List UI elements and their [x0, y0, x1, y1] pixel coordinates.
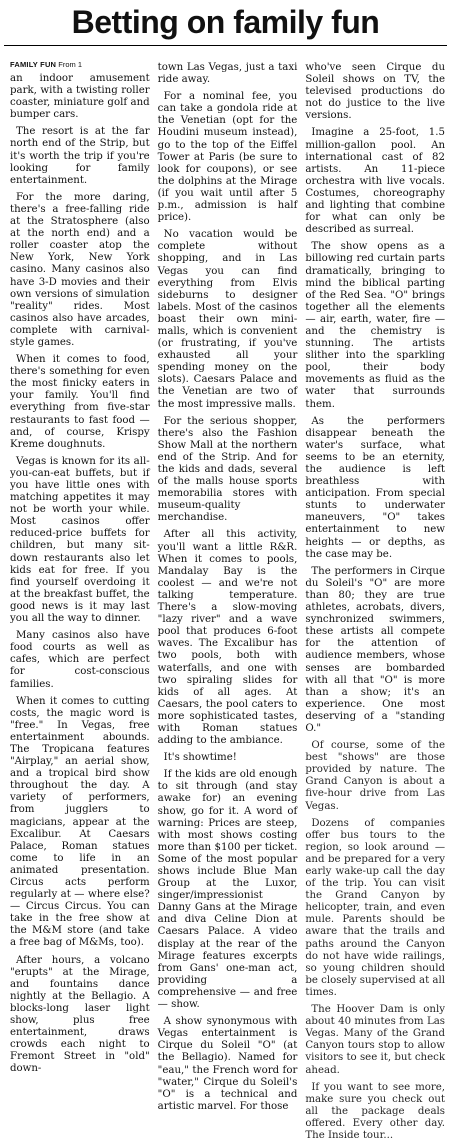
- headline: Betting on family fun: [71, 4, 380, 40]
- column-2: [157, 62, 298, 1112]
- jump-from: From 1: [58, 60, 83, 69]
- paragraph: After all this activity, you'll want a little R&R. When it comes to pools, Mandalay Bay is the coolest — and we're not talking temperature. There's a slow-moving "lazy river" and a wave pool that produces 6-foot waves. The Excalibur has two pools, both with waterfalls, and one with two spiraling slides for kids of all ages. At Caesars, the pool caters to more sophisticated tastes, with Roman statues adding to the ambiance.: [157, 529, 298, 747]
- article-body: [10, 60, 446, 1141]
- jump-section: FAMILY FUN: [10, 60, 57, 69]
- paragraph: A show synonymous with Vegas entertainment is Cirque du Soleil "O" (at the Bellagio). Named for "eau," the French word for "water," Cirque du Soleil's "O" is a technical and artistic marvel. For those: [157, 1016, 298, 1112]
- paragraph: The resort is at the far north end of the Strip, but it's worth the trip if you're looking for family entertainment.: [10, 126, 150, 186]
- paragraph: Dozens of companies offer bus tours to the region, so look around — and be prepared for a very early wake-up call the day of the trip. You can visit the Grand Canyon by helicopter, train, and even mule. Parents should be aware that the trails and paths around the Canyon do not have wide railings, so young children should be closely supervised at all times.: [305, 817, 446, 998]
- paragraph: The show opens as a billowing red curtain parts dramatically, bringing to mind the biblical parting of the Red Sea. "O" brings together all the elements — air, earth, water, fire — and the chemistry is stunning. The artists slither into the sparkling pool, their body movements as fluid as the water that surrounds them.: [305, 241, 446, 410]
- paragraph: No vacation would be complete without shopping, and in Las Vegas you can find everything from Elvis sideburns to designer labels. Most of the casinos boast their own mini-malls, which is convenient (or frustrating, if you've exhausted all your spending money on the slots). Caesars Palace and the Venetian are two of the most impressive malls.: [157, 229, 298, 410]
- paragraph: After hours, a volcano "erupts" at the Mirage, and fountains dance nightly at the Bellagio. A blocks-long laser light show, plus free entertainment, draws crowds each night to Fremont Street in "old" down-: [10, 954, 150, 1075]
- paragraph: Many casinos also have food courts as well as cafes, which are perfect for cost-conscious families.: [10, 630, 150, 690]
- paragraph: Imagine a 25-foot, 1.5 million-gallon pool. An international cast of 82 artists. An 11-piece orchestra with live vocals. Costumes, choreography and lighting that combine for what can only be described as surreal.: [305, 127, 446, 236]
- paragraph: It's showtime!: [163, 752, 237, 764]
- paragraph: an indoor amusement park, with a twisting roller coaster, miniature golf and bumper cars.: [10, 73, 150, 121]
- column-3: [305, 62, 446, 1141]
- paragraph: Vegas is known for its all-you-can-eat buffets, but if you have little ones with matching appetites it may not be worth your while. Most casinos offer reduced-price buffets for children, but many sit-down restaurants also let kids eat for free. If you find yourself overdoing it at the breakfast buffet, the good news is it may last you all the way to dinner.: [10, 455, 150, 625]
- paragraph: If the kids are old enough to sit through (and stay awake for) an evening show, go for it. A word of warning: Prices are steep, with most shows costing more than $100 per ticket. Some of the most popular shows include Blue Man Group at the Luxor, singer/impressionist Danny Gans at the Mirage and diva Celine Dion at Caesars Palace. A video display at the rear of the Mirage features excerpts from Gans' one-man act, providing a comprehensive — and free — show.: [157, 769, 298, 1011]
- jump-line: [10, 60, 150, 70]
- column-1: [10, 60, 150, 1075]
- paragraph: When it comes to food, there's something for even the most finicky eaters in your family. You'll find everything from five-star restaurants to fast food — and, of course, Krispy Kreme doughnuts.: [10, 354, 150, 450]
- paragraph: The Hoover Dam is only about 40 minutes from Las Vegas. Many of the Grand Canyon tours stop to allow visitors to see it, but check ahead.: [305, 1004, 446, 1076]
- paragraph: When it comes to cutting costs, the magic word is "free." In Vegas, free entertainment abounds. The Tropicana features "Airplay," an aerial show, and a tropical bird show throughout the day. A variety of performers, from jugglers to magicians, appear at the Excalibur. At Caesars Palace, Roman statues come to life in an animated presentation. Circus acts perform regularly at — where else? — Circus Circus. You can take in the free show at the M&M store (and take a free bag of M&Ms, too).: [10, 695, 150, 949]
- paragraph: If you want to see more, make sure you check out all the package deals offered. Every other day. The Inside tour...: [305, 1081, 446, 1141]
- headline-rule: [4, 45, 447, 46]
- paragraph: town Las Vegas, just a taxi ride away.: [157, 62, 298, 86]
- paragraph: For the more daring, there's a free-falling ride at the Stratosphere (also at the north end) and a roller coaster atop the New York, New York casino. Many casinos also have 3-D movies and their own versions of simulation "reality" rides. Most casinos also have arcades, complete with carnival-style games.: [10, 191, 150, 348]
- paragraph: The performers in Cirque du Soleil's "O" are more than 80; they are true athletes, acrobats, divers, synchronized swimmers, these artists all compete for the attention of audience members, whose senses are bombarded with all that "O" is more than a show; it's an experience. One most deserving of a "standing O.": [305, 565, 446, 734]
- paragraph: who've seen Cirque du Soleil shows on TV, the televised productions do not do justice to the live versions.: [305, 62, 446, 122]
- paragraph: Of course, some of the best "shows" are those provided by nature. The Grand Canyon is about a five-hour drive from Las Vegas.: [305, 740, 446, 812]
- paragraph: For the serious shopper, there's also the Fashion Show Mall at the northern end of the Strip. And for the kids and dads, several of the malls house sports memorabilia stores with museum-quality merchandise.: [157, 415, 298, 524]
- paragraph: For a nominal fee, you can take a gondola ride at the Venetian (opt for the Houdini museum instead), go to the top of the Eiffel Tower at Paris (be sure to look for coupons), or see the dolphins at the Mirage (if you wait until after 5 p.m., admission is half price).: [157, 91, 298, 224]
- paragraph: As the performers disappear beneath the water's surface, what seems to be an eternity, the audience is left breathless with anticipation. From special stunts to underwater maneuvers, "O" takes entertainment to new heights — or depths, as the case may be.: [305, 415, 446, 560]
